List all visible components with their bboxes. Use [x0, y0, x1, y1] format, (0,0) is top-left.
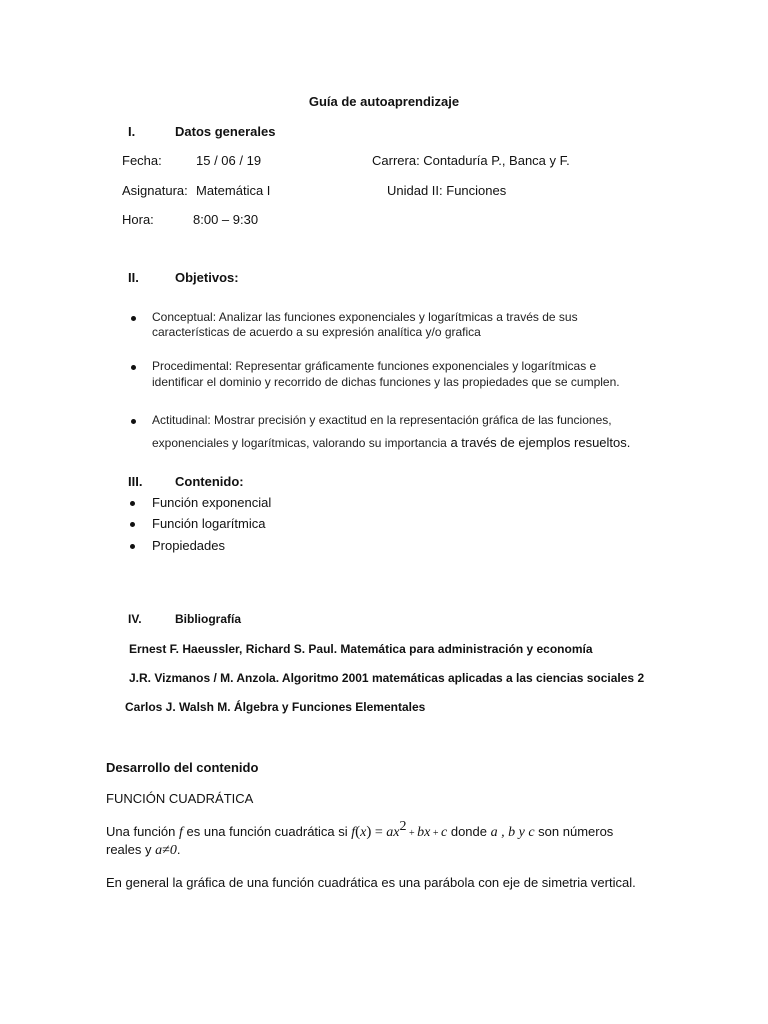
- hora-value: 8:00 – 9:30: [193, 212, 259, 227]
- objetivo-actitudinal-line2: exponenciales y logarítmicas, valorando su importancia: [152, 436, 447, 450]
- objetivo-actitudinal-line2-wrap: [152, 434, 630, 452]
- formula-paren-close: ): [366, 824, 372, 840]
- bullet-icon: [130, 544, 135, 549]
- formula-c: c: [441, 825, 448, 840]
- quadratic-formula: [351, 819, 448, 840]
- section-3-heading: Contenido:: [175, 474, 244, 489]
- unidad-text: Unidad II: Funciones: [387, 183, 507, 198]
- bullet-icon: [130, 522, 135, 527]
- bullet-icon: [130, 501, 135, 506]
- contenido-item: Función logarítmica: [152, 516, 266, 531]
- objetivo-actitudinal-line1: Actitudinal: Mostrar precisión y exactitud en la representación gráfica de las funciones,: [152, 413, 612, 427]
- asignatura-value: Matemática I: [196, 183, 271, 198]
- bullet-icon: [131, 365, 136, 370]
- math-vars: a , b y c: [490, 825, 535, 840]
- section-4-heading: Bibliografía: [175, 612, 242, 626]
- section-4-number: IV.: [128, 612, 142, 626]
- definition-text-a: Una función: [106, 824, 179, 839]
- formula-exponent: 2: [399, 819, 407, 834]
- contenido-item: Propiedades: [152, 538, 225, 553]
- section-2-heading: Objetivos:: [175, 270, 239, 285]
- formula-plus-2: +: [430, 828, 442, 839]
- formula-bx: bx: [417, 825, 431, 840]
- bibliografia-item: Carlos J. Walsh M. Álgebra y Funciones Elementales: [125, 700, 426, 714]
- contenido-item: Función exponencial: [152, 495, 272, 510]
- math-a-neq-0: a≠0: [155, 843, 177, 858]
- bibliografia-item: Ernest F. Haeussler, Richard S. Paul. Matemática para administración y economía: [129, 642, 593, 656]
- objetivo-procedimental-line2: identificar el dominio y recorrido de dichas funciones y las propiedades que se cumplen.: [152, 375, 620, 389]
- bullet-icon: [131, 419, 136, 424]
- formula-paren-open: (: [355, 824, 361, 840]
- section-3-number: III.: [128, 474, 143, 489]
- asignatura-label: Asignatura:: [122, 183, 188, 198]
- funcion-cuadratica-heading: FUNCIÓN CUADRÁTICA: [106, 791, 254, 806]
- section-1-number: I.: [128, 124, 136, 139]
- definition-line2-end: .: [176, 842, 181, 857]
- definition-text-d: son números: [534, 824, 614, 839]
- document-title: Guía de autoaprendizaje: [308, 94, 460, 109]
- objetivo-conceptual-line2: características de acuerdo a su expresión analítica y/o grafica: [152, 325, 481, 339]
- bibliografia-item: J.R. Vizmanos / M. Anzola. Algoritmo 2001 matemáticas aplicadas a las ciencias sociales 2: [129, 671, 645, 685]
- bullet-icon: [131, 316, 136, 321]
- formula-eq: =: [371, 825, 387, 840]
- definition-line1: [106, 819, 613, 841]
- desarrollo-heading: Desarrollo del contenido: [106, 760, 259, 775]
- definition-text-c: donde: [447, 824, 491, 839]
- fecha-label: Fecha:: [122, 153, 162, 168]
- formula-x: x: [360, 825, 367, 840]
- objetivo-conceptual-line1: Conceptual: Analizar las funciones exponenciales y logarítmicas a través de sus: [152, 310, 578, 324]
- carrera-text: Carrera: Contaduría P., Banca y F.: [372, 153, 570, 168]
- section-2-number: II.: [128, 270, 139, 285]
- hora-label: Hora:: [122, 212, 154, 227]
- parabola-paragraph: En general la gráfica de una función cuadrática es una parábola con eje de simetria vertical.: [106, 875, 636, 890]
- formula-plus-1: +: [406, 828, 418, 839]
- fecha-value: 15 / 06 / 19: [196, 153, 262, 168]
- section-1-heading: Datos generales: [175, 124, 276, 139]
- objetivo-actitudinal-line2-tail: a través de ejemplos resueltos.: [446, 435, 631, 450]
- definition-line2: [106, 842, 180, 859]
- objetivo-procedimental-line1: Procedimental: Representar gráficamente funciones exponenciales y logarítmicas e: [152, 359, 597, 373]
- definition-line2-text: reales y: [106, 842, 156, 857]
- math-f: f: [179, 825, 183, 840]
- formula-f: f: [351, 825, 356, 840]
- definition-text-b: es una función cuadrática si: [182, 824, 352, 839]
- formula-ax: ax: [386, 825, 400, 840]
